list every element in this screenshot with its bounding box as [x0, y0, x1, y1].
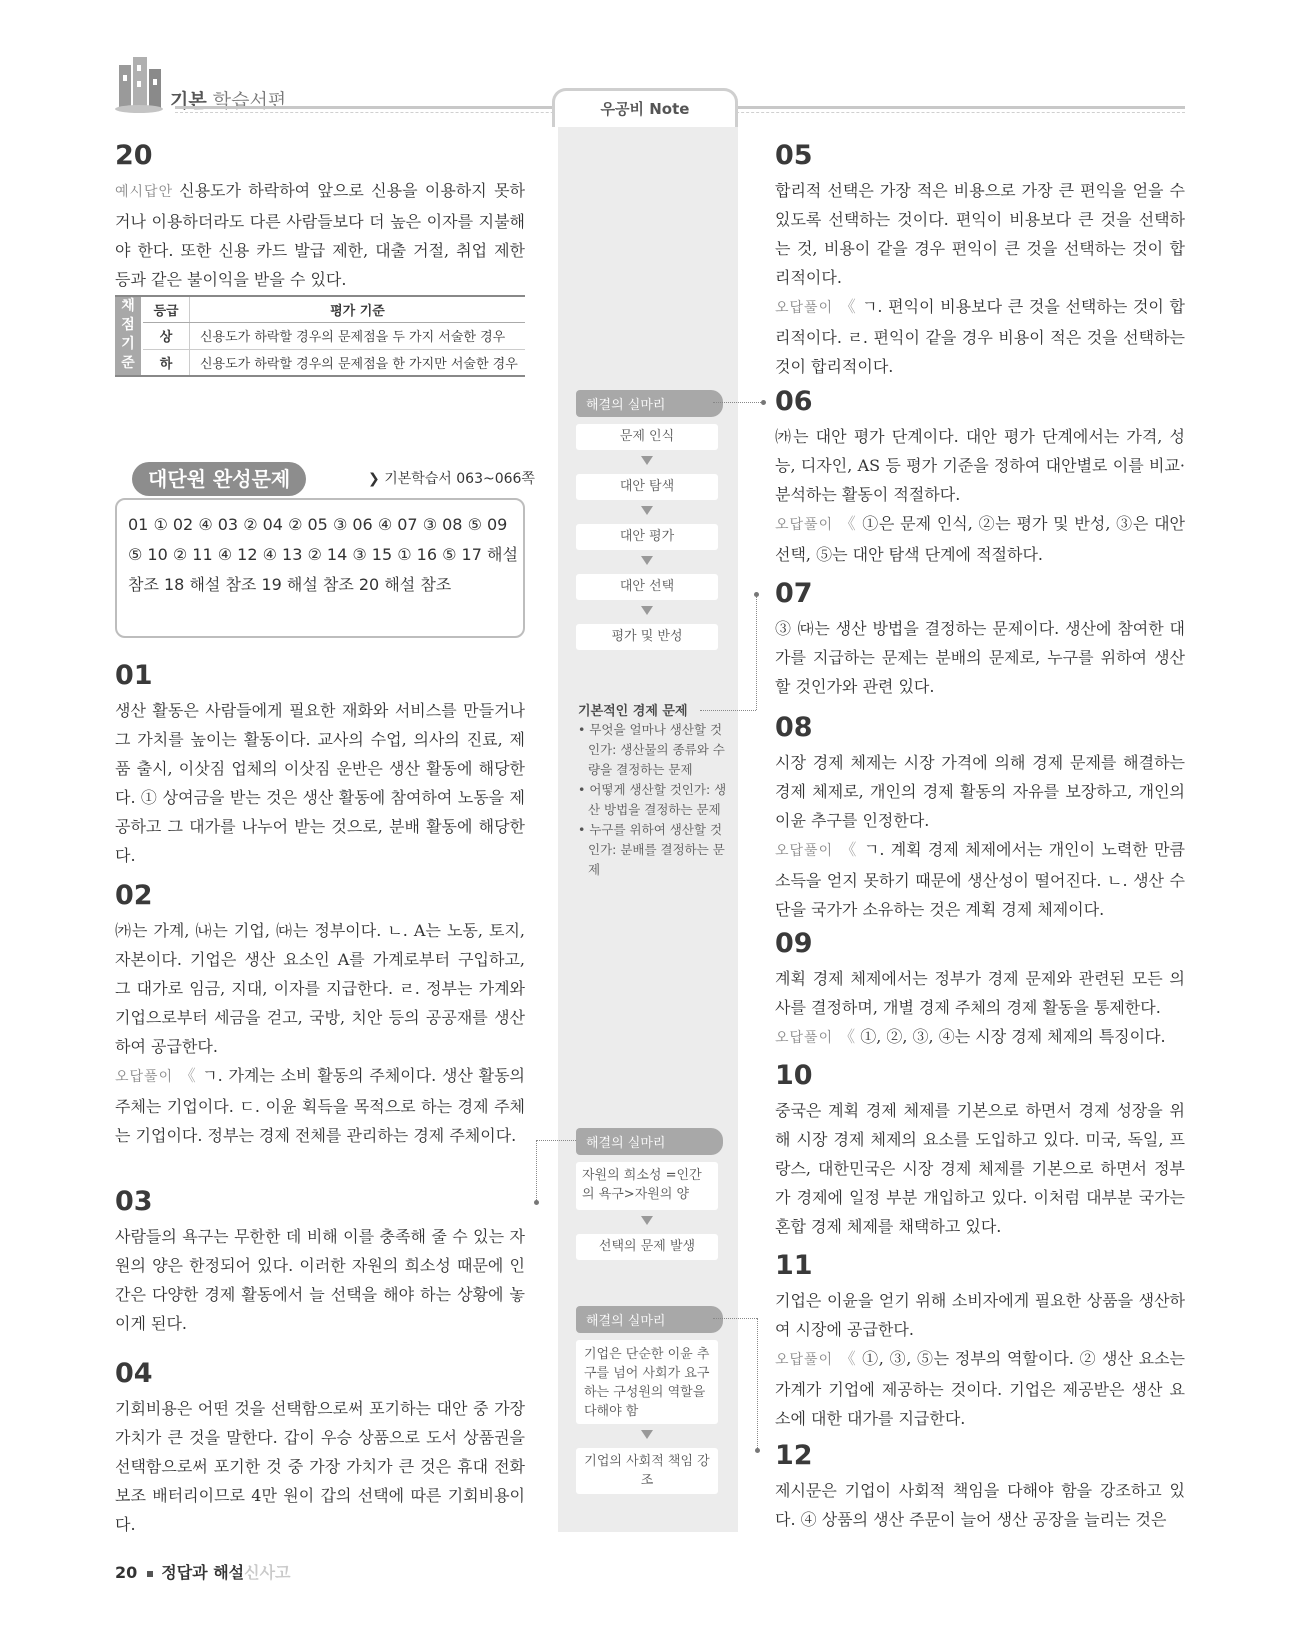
- connector: [713, 1318, 757, 1319]
- connector-dot: [761, 400, 766, 405]
- econ-item: • 누구를 위하여 생산할 것인가: 분배를 결정하는 문제: [578, 822, 725, 877]
- clue-step: 자원의 희소성 =인간의 욕구>자원의 양: [576, 1162, 718, 1210]
- clue-step: 기업의 사회적 책임 강조: [576, 1448, 718, 1494]
- clue-step: 기업은 단순한 이윤 추구를 넘어 사회가 요구하는 구성원의 역할을 다해야 함: [576, 1340, 718, 1424]
- connector-dot: [754, 592, 759, 597]
- clue-step: 선택의 문제 발생: [576, 1234, 718, 1260]
- wrong-answer-tag: 오답풀이: [775, 1030, 834, 1046]
- question-number: 20: [115, 140, 153, 171]
- review-answers: 01 ① 02 ④ 03 ② 04 ② 05 ③ 06 ④ 07 ③ 08 ⑤ 09 ⑤ 10 ② 11 ④ 12 ④ 13 ② 14 ③ 15 ① 16 ⑤ 17 해설 참조 18 해설 참조 19 해설 참조 20 해설 참조: [128, 515, 518, 594]
- econ-item: • 어떻게 생산할 것인가: 생산 방법을 결정하는 문제: [578, 782, 727, 817]
- connector-dot: [755, 1448, 760, 1453]
- econ-title: 기본적인 경제 문제: [578, 704, 688, 719]
- answer-text: 중국은 계획 경제 체제를 기본으로 하면서 경제 성장을 위해 시장 경제 체제의 요소를 도입하고 있다. 미국, 독일, 프랑스, 대한민국은 시장 경제 체제를 기본으로 하면서 정부가 경제에 일정 부분 개입하고 있다. 이처럼 대부분 국가는 혼합 경제 체제를 채택하고 있다.: [775, 1101, 1185, 1236]
- connector: [536, 1140, 537, 1200]
- clue-label: 해결의 실마리: [576, 390, 723, 417]
- connector: [757, 1318, 758, 1450]
- note-title: 우공비 Note: [600, 100, 690, 118]
- clue-step: 대안 탐색: [576, 474, 718, 500]
- publisher-brand: 신사고: [244, 1563, 291, 1582]
- answer-text: 기업은 이윤을 얻기 위해 소비자에게 필요한 상품을 생산하여 시장에 공급한다. 오답풀이 《 ①, ③, ⑤는 정부의 역할이다. ② 생산 요소는 가계가 기업에 제공하는 것이다. 기업은 제공받은 생산 요소에 대한 대가를 지급한다.: [775, 1291, 1185, 1428]
- connector: [536, 1140, 576, 1141]
- table-row: 하 신용도가 하락할 경우의 문제점을 한 가지만 서술한 경우: [115, 349, 525, 376]
- question-number: 03: [115, 1186, 153, 1217]
- wrong-answer-tag: 오답풀이: [775, 1352, 834, 1368]
- chevron-left-icon: 《: [839, 514, 863, 533]
- down-arrow-icon: [641, 1216, 653, 1225]
- clue-step: 대안 평가: [576, 524, 718, 550]
- example-answer-tag: 예시답안: [115, 184, 174, 200]
- chevron-right-icon: ❯: [368, 471, 380, 487]
- table-header: 평가 기준: [190, 296, 526, 322]
- footer-title: 정답과 해설: [161, 1563, 245, 1582]
- table-header: 등급: [143, 296, 190, 322]
- econ-list: [578, 720, 728, 880]
- answer-text: 시장 경제 체제는 시장 가격에 의해 경제 문제를 해결하는 경제 체제로, 개인의 경제 활동의 자유를 보장하고, 개인의 이윤 추구를 인정한다. 오답풀이 《 ㄱ. 계획 경제 체제에서는 개인이 노력한 만큼 소득을 얻지 못하기 때문에 생산성이 떨어진다. ㄴ. 생산 수단을 국가가 소유하는 것은 계획 경제 체제이다.: [775, 753, 1185, 919]
- wrong-answer-tag: 오답풀이: [115, 1069, 174, 1085]
- question-number: 10: [775, 1060, 813, 1091]
- connector: [700, 710, 756, 711]
- clue-step: 평가 및 반성: [576, 624, 718, 650]
- down-arrow-icon: [641, 456, 653, 465]
- page-number: 20: [115, 1563, 138, 1582]
- down-arrow-icon: [641, 606, 653, 615]
- question-number: 08: [775, 712, 813, 743]
- wrong-answer-tag: 오답풀이: [775, 300, 834, 316]
- question-number: 04: [115, 1358, 153, 1389]
- clue-step: 대안 선택: [576, 574, 718, 600]
- down-arrow-icon: [641, 506, 653, 515]
- review-reference: ❯ 기본학습서 063~066쪽: [368, 471, 535, 487]
- connector: [713, 402, 763, 403]
- page-footer: [115, 1560, 291, 1583]
- chevron-left-icon: 《: [179, 1066, 203, 1085]
- connector-dot: [534, 1200, 539, 1205]
- question-number: 02: [115, 880, 153, 911]
- question-number: 05: [775, 140, 813, 171]
- answer-text: ③ ㈐는 생산 방법을 결정하는 문제이다. 생산에 참여한 대가를 지급하는 문제는 분배의 문제로, 누구를 위하여 생산할 것인가와 관련 있다.: [775, 619, 1185, 696]
- clue-label: 해결의 실마리: [576, 1306, 723, 1333]
- criteria-table: [115, 295, 525, 377]
- question-number: 12: [775, 1440, 813, 1471]
- question-number: 07: [775, 578, 813, 609]
- econ-item: • 무엇을 얼마나 생산할 것인가: 생산물의 종류와 수량을 결정하는 문제: [578, 722, 725, 777]
- chevron-left-icon: 《: [839, 1349, 863, 1368]
- down-arrow-icon: [641, 1430, 653, 1439]
- review-badge: 대단원 완성문제: [132, 462, 306, 496]
- question-number: 11: [775, 1250, 813, 1281]
- down-arrow-icon: [641, 556, 653, 565]
- chevron-left-icon: 《: [839, 297, 862, 316]
- answer-text: ㈎는 가계, ㈏는 기업, ㈐는 정부이다. ㄴ. A는 노동, 토지, 자본이다. 기업은 생산 요소인 A를 가계로부터 구입하고, 그 대가로 임금, 지대, 이자를 지급한다. ㄹ. 정부는 가계와 기업으로부터 세금을 걷고, 국방, 치안 등의 공공재를 생산하여 공급한다. 오답풀이 《 ㄱ. 가계는 소비 활동의 주체이다. 생산 활동의 주체는 기업이다. ㄷ. 이윤 획득을 목적으로 하는 경제 주체는 기업이다. 정부는 경제 전체를 관리하는 경제 주체이다.: [115, 921, 525, 1145]
- clue-label: 해결의 실마리: [576, 1128, 723, 1155]
- clue-step: 문제 인식: [576, 424, 718, 450]
- question-number: 09: [775, 928, 813, 959]
- answer-text: 사람들의 욕구는 무한한 데 비해 이를 충족해 줄 수 있는 자원의 양은 한정되어 있다. 이러한 자원의 희소성 때문에 인간은 다양한 경제 활동에서 늘 선택을 해야 하는 상황에 놓이게 된다.: [115, 1227, 525, 1333]
- connector: [756, 594, 757, 710]
- answer-text: 계획 경제 체제에서는 정부가 경제 문제와 관련된 모든 의사를 결정하며, 개별 경제 주체의 경제 활동을 통제한다. 오답풀이 《 ①, ②, ③, ④는 시장 경제 체제의 특징이다.: [775, 969, 1185, 1046]
- answer-text: 합리적 선택은 가장 적은 비용으로 가장 큰 편익을 얻을 수 있도록 선택하는 것이다. 편익이 비용보다 큰 것을 선택하는 것, 비용이 같을 경우 편익이 큰 것을 선택하는 것이 합리적이다. 오답풀이 《 ㄱ. 편익이 비용보다 큰 것을 선택하는 것이 합리적이다. ㄹ. 편익이 같을 경우 비용이 적은 것을 선택하는 것이 합리적이다.: [775, 181, 1185, 376]
- square-bullet-icon: [147, 1571, 153, 1577]
- answer-text: 생산 활동은 사람들에게 필요한 재화와 서비스를 만들거나 그 가치를 높이는 활동이다. 교사의 수업, 의사의 진료, 제품 출시, 이삿짐 업체의 이삿짐 운반은 생산 활동에 해당한다. ① 상여금을 받는 것은 생산 활동에 참여하여 노동을 제공하고 그 대가를 나누어 받는 것으로, 분배 활동에 해당한다.: [115, 701, 525, 865]
- answer-text: 기회비용은 어떤 것을 선택함으로써 포기하는 대안 중 가장 가치가 큰 것을 말한다. 갑이 우승 상품으로 도서 상품권을 선택함으로써 포기한 것 중 가장 가치가 큰 것은 휴대 전화 보조 배터리이므로 4만 원이 갑의 선택에 따른 기회비용이다.: [115, 1399, 525, 1534]
- section-label: 기본 학습서편: [170, 90, 287, 112]
- castle-icon: [115, 55, 163, 113]
- chevron-left-icon: 《: [839, 1027, 861, 1046]
- question-number: 06: [775, 386, 813, 417]
- answer-text: 예시답안 신용도가 하락하여 앞으로 신용을 이용하지 못하거나 이용하더라도 다른 사람들보다 더 높은 이자를 지불해야 한다. 또한 신용 카드 발급 제한, 대출 거절, 취업 제한 등과 같은 불이익을 받을 수 있다.: [115, 181, 525, 289]
- wrong-answer-tag: 오답풀이: [775, 843, 834, 859]
- criteria-side-label: 채점기준: [115, 295, 141, 375]
- answer-text: 제시문은 기업이 사회적 책임을 다해야 함을 강조하고 있다. ④ 상품의 생산 주문이 늘어 생산 공장을 늘리는 것은: [775, 1481, 1185, 1529]
- question-number: 01: [115, 660, 153, 691]
- table-row: 상 신용도가 하락할 경우의 문제점을 두 가지 서술한 경우: [115, 322, 525, 349]
- chevron-left-icon: 《: [839, 840, 864, 859]
- answer-text: ㈎는 대안 평가 단계이다. 대안 평가 단계에서는 가격, 성능, 디자인, AS 등 평가 기준을 정하여 대안별로 이를 비교·분석하는 활동이 적절하다. 오답풀이 《 ①은 문제 인식, ②는 평가 및 반성, ③은 대안 선택, ⑤는 대안 탐색 단계에 적절하다.: [775, 427, 1185, 564]
- wrong-answer-tag: 오답풀이: [775, 517, 834, 533]
